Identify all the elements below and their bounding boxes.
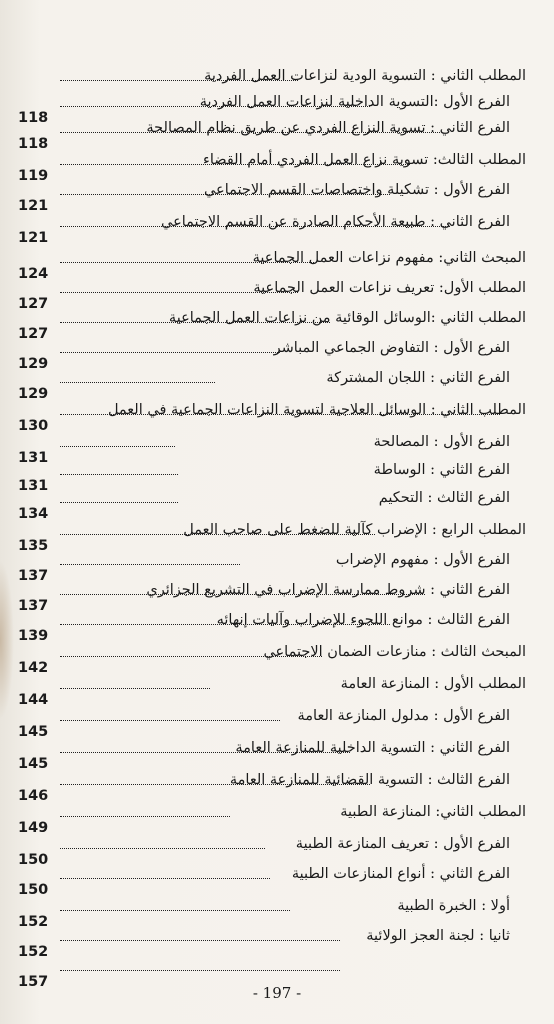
toc-entry-title: المطلب الأول : المنازعة العامة (340, 676, 526, 692)
toc-entry-title: الفرع الثاني : الوساطة (373, 462, 510, 478)
toc-entry-page: 118 (18, 110, 49, 126)
toc-entry-page: 137 (18, 598, 49, 614)
toc-entry (0, 432, 554, 466)
toc-entry-title: المطلب الثالث: تسوية نزاع العمل الفردي أمام القضاء (203, 152, 526, 168)
toc-entry-title: المطلب الثاني :الوسائل الوقائية من نزاعات العمل الجماعية (168, 310, 526, 326)
toc-entry (0, 308, 554, 342)
toc-dot-leader (60, 80, 298, 81)
toc-entry-page: 134 (18, 506, 49, 522)
toc-entry-title: الفرع الثالث : التسوية القضائية للمنازعة العامة (229, 772, 510, 788)
toc-dot-leader (60, 564, 240, 565)
toc-dot-leader (60, 534, 375, 535)
toc-entry-page: 152 (18, 944, 49, 960)
toc-entry (0, 66, 554, 94)
toc-entry-title: الفرع الأول : المصالحة (373, 434, 510, 450)
toc-entry (0, 834, 554, 868)
toc-dot-leader (60, 688, 210, 689)
toc-dot-leader (60, 106, 370, 107)
toc-entry-title: الفرع الثاني : أنواع المنازعات الطبية (291, 866, 510, 882)
toc-entry-page: 129 (18, 356, 49, 372)
toc-entry (0, 248, 554, 282)
toc-entry (0, 400, 554, 434)
toc-entry (0, 338, 554, 372)
toc-entry-page: 127 (18, 326, 49, 342)
toc-entry (0, 278, 554, 312)
toc-entry-page: 150 (18, 882, 49, 898)
toc-entry-title: المطلب الأول: تعريف نزاعات العمل الجماعية (253, 280, 526, 296)
toc-dot-leader (60, 194, 390, 195)
toc-entry (0, 610, 554, 644)
toc-entry-title: الفرع الثاني : تسوية النزاع الفردي عن طريق نظام المصالحة (146, 120, 510, 136)
toc-entry-title: الفرع الأول : تشكيلة واختصاصات القسم الاجتماعي (203, 182, 510, 198)
toc-dot-leader (60, 226, 450, 227)
toc-dot-leader (60, 752, 350, 753)
toc-entry (0, 926, 554, 960)
toc-entry (0, 520, 554, 554)
toc-dot-leader (60, 720, 280, 721)
toc-dot-leader (60, 848, 265, 849)
toc-entry-title: الفرع الثالث : موانع اللجوء للإضراب وآليات إنهائه (216, 612, 510, 628)
toc-entry-page: 152 (18, 914, 49, 930)
toc-entry (0, 802, 554, 836)
toc-dot-leader (60, 262, 314, 263)
toc-dot-leader (60, 164, 410, 165)
toc-dot-leader (60, 446, 175, 447)
toc-entry-title: المبحث الثالث : منازعات الضمان الاجتماعي (263, 644, 526, 660)
toc-entry-page: 124 (18, 266, 49, 282)
toc-entry (0, 550, 554, 584)
toc-entry-page: 139 (18, 628, 49, 644)
toc-entry (0, 460, 554, 494)
toc-dot-leader (60, 474, 178, 475)
toc-entry (0, 150, 554, 184)
toc-entry-page: 137 (18, 568, 49, 584)
toc-entry-title: المطلب الثاني : التسوية الودية لنزاعات العمل الفردية (204, 68, 526, 84)
toc-entry-page: 131 (18, 478, 49, 494)
toc-entry (0, 770, 554, 804)
toc-entry-page: 149 (18, 820, 49, 836)
toc-dot-leader (60, 624, 390, 625)
toc-dot-leader (60, 910, 290, 911)
toc-entry-title: الفرع الثالث : التحكيم (378, 490, 510, 506)
toc-entry-page: 119 (18, 168, 49, 184)
toc-dot-leader (60, 322, 330, 323)
toc-dot-leader (60, 878, 270, 879)
toc-entry-title: الفرع الأول :التسوية الداخلية لنزاعات العمل الفردية (199, 94, 510, 110)
toc-entry-title: الفرع الأول : مفهوم الإضراب (335, 552, 510, 568)
toc-dot-leader (60, 292, 298, 293)
toc-entry (0, 896, 554, 930)
toc-entry-title: الفرع الأول : التفاوض الجماعي المباشر (273, 340, 510, 356)
toc-entry-title: أولا : الخبرة الطبية (397, 898, 510, 914)
toc-dot-leader (60, 382, 215, 383)
toc-entry (0, 642, 554, 676)
toc-entry-page: 144 (18, 692, 49, 708)
toc-entry-title: المطلب الثاني : الوسائل العلاجية لتسوية النزاعات الجماعية في العمل (107, 402, 526, 418)
toc-entry-title: الفرع الثاني : شروط ممارسة الإضراب في التشريع الجزائري (146, 582, 510, 598)
toc-entry (0, 580, 554, 614)
toc-entry (0, 674, 554, 708)
toc-dot-leader (60, 940, 340, 941)
toc-dot-leader (60, 132, 440, 133)
toc-entry-title: الفرع الثاني : التسوية الداخلية للمنازعة العامة (235, 740, 510, 756)
toc-entry-title: ثانيا : لجنة العجز الولائية (366, 928, 510, 944)
toc-dot-leader (60, 816, 230, 817)
toc-entry (0, 118, 554, 152)
toc-entry (0, 180, 554, 214)
toc-entry (0, 368, 554, 402)
toc-entry (0, 212, 554, 246)
toc-dot-leader (60, 784, 370, 785)
toc-entry-title: المبحث الثاني: مفهوم نزاعات العمل الجماعية (252, 250, 526, 266)
toc-entry-page: 130 (18, 418, 49, 434)
toc-entry-page: 121 (18, 230, 49, 246)
toc-entry-title: المطلب الثاني: المنازعة الطبية (340, 804, 526, 820)
toc-entry-page: 157 (18, 974, 49, 990)
toc-entry-page: 121 (18, 198, 49, 214)
toc-entry-title: الفرع الثاني : طبيعة الأحكام الصادرة عن القسم الاجتماعي (160, 214, 510, 230)
toc-entry-title: المطلب الرابع : الإضراب كآلية للضغط على صاحب العمل (183, 522, 526, 538)
page-number: - 197 - (252, 984, 302, 1002)
toc-entry-page: 142 (18, 660, 49, 676)
toc-entry-page: 118 (18, 136, 49, 152)
toc-entry-title: الفرع الأول : مدلول المنازعة العامة (297, 708, 510, 724)
toc-entry-page: 129 (18, 386, 49, 402)
toc-entry (0, 706, 554, 740)
toc-entry-page: 145 (18, 724, 49, 740)
toc-entry-page: 131 (18, 450, 49, 466)
toc-entry (0, 864, 554, 898)
toc-entry (0, 738, 554, 772)
toc-entry-page: 127 (18, 296, 49, 312)
toc-dot-leader (60, 352, 280, 353)
toc-entry-title: الفرع الأول : تعريف المنازعة الطبية (295, 836, 510, 852)
toc-entry (0, 956, 554, 990)
toc-dot-leader (60, 970, 340, 971)
toc-entry-page: 145 (18, 756, 49, 772)
toc-entry-page: 146 (18, 788, 49, 804)
toc-dot-leader (60, 414, 500, 415)
toc-dot-leader (60, 502, 178, 503)
toc-dot-leader (60, 656, 322, 657)
toc-entry (0, 488, 554, 522)
toc-entry-page: 150 (18, 852, 49, 868)
toc-dot-leader (60, 594, 425, 595)
toc-entry (0, 92, 554, 126)
toc-entry-title: الفرع الثاني : اللجان المشتركة (326, 370, 510, 386)
toc-entry-page: 135 (18, 538, 49, 554)
